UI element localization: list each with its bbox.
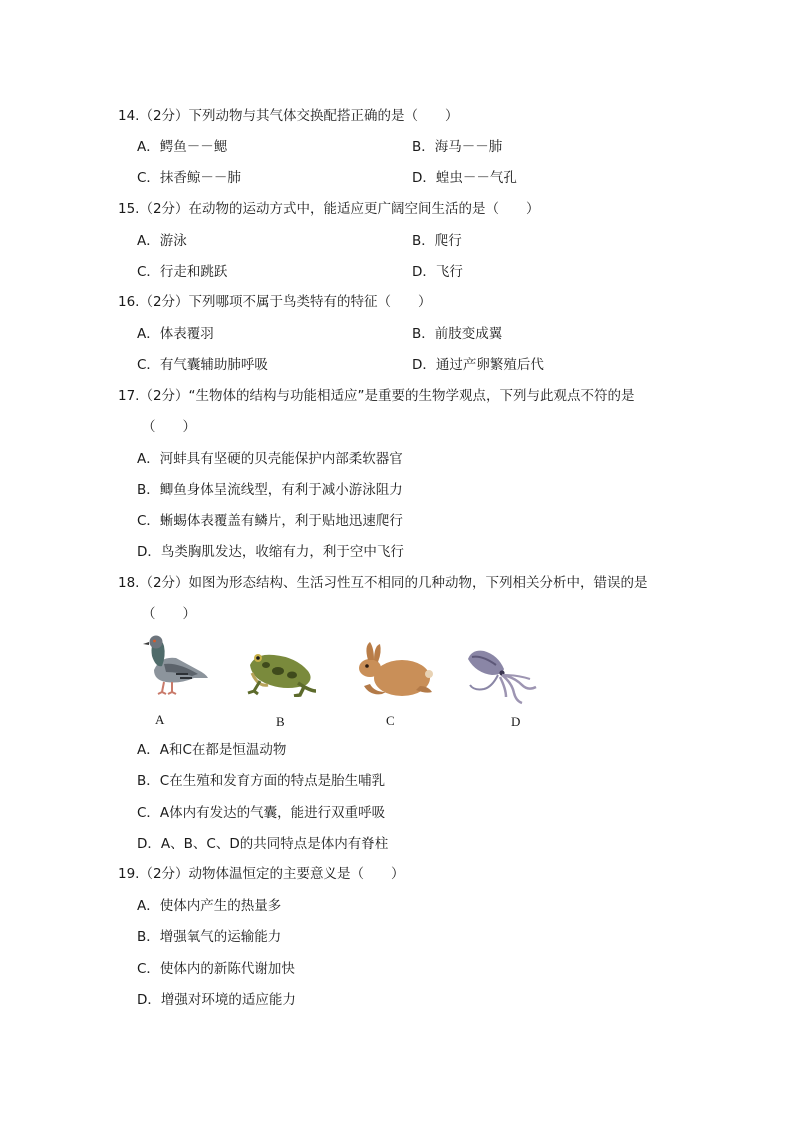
rabbit-image: [356, 640, 434, 700]
question-15-stem: 15.（2分）在动物的运动方式中，能适应更广阔空间生活的是（ ）: [118, 201, 540, 217]
q18-option-b: B．C在生殖和发育方面的特点是胎生哺乳: [137, 773, 386, 789]
q17-option-d: D．鸟类胸肌发达，收缩有力，利于空中飞行: [137, 544, 404, 560]
q17-option-b: B．鲫鱼身体呈流线型，有利于减小游泳阻力: [137, 482, 403, 498]
q18-option-a: A．A和C在都是恒温动物: [137, 742, 287, 758]
q18-answer-paren: （ ）: [142, 606, 196, 622]
q15-option-d: D．飞行: [412, 264, 463, 280]
q16-option-d: D．通过产卵繁殖后代: [412, 357, 544, 373]
q17-option-c: C．蜥蜴体表覆盖有鳞片，利于贴地迅速爬行: [137, 513, 403, 529]
question-18-stem: 18.（2分）如图为形态结构、生活习性互不相同的几种动物，下列相关分析中，错误的是: [118, 575, 648, 591]
q19-option-d: D．增强对环境的适应能力: [137, 992, 296, 1008]
figure-label-c: C: [386, 713, 395, 728]
q19-option-a: A．使体内产生的热量多: [137, 898, 282, 914]
frog-image: [244, 645, 318, 697]
question-17-stem: 17.（2分）“生物体的结构与功能相适应”是重要的生物学观点，下列与此观点不符的是: [118, 388, 635, 404]
question-16-stem: 16.（2分）下列哪项不属于鸟类特有的特征（ ）: [118, 294, 432, 310]
q14-option-a: A．鳄鱼－－鳃: [137, 139, 228, 155]
q15-option-c: C．行走和跳跃: [137, 264, 228, 280]
q15-option-a: A．游泳: [137, 233, 187, 249]
figure-label-b: B: [276, 714, 285, 729]
q18-option-c: C．A体内有发达的气囊，能进行双重呼吸: [137, 805, 386, 821]
q15-option-b: B．爬行: [412, 233, 462, 249]
q17-option-a: A．河蚌具有坚硬的贝壳能保护内部柔软器官: [137, 451, 403, 467]
q16-option-c: C．有气囊辅助肺呼吸: [137, 357, 268, 373]
q14-option-c: C．抹香鲸－－肺: [137, 170, 241, 186]
q18-option-d: D．A、B、C、D的共同特点是体内有脊柱: [137, 836, 389, 852]
q19-option-b: B．增强氧气的运输能力: [137, 929, 282, 945]
pigeon-image: [136, 628, 210, 698]
q16-option-b: B．前肢变成翼: [412, 326, 503, 342]
q17-answer-paren: （ ）: [142, 419, 196, 435]
q16-option-a: A．体表覆羽: [137, 326, 214, 342]
q14-option-d: D．蝗虫－－气孔: [412, 170, 517, 186]
question-19-stem: 19.（2分）动物体温恒定的主要意义是（ ）: [118, 866, 405, 882]
q14-option-b: B．海马－－肺: [412, 139, 503, 155]
figure-label-a: A: [155, 712, 165, 727]
figure-label-d: D: [511, 714, 521, 729]
squid-image: [462, 645, 540, 707]
q19-option-c: C．使体内的新陈代谢加快: [137, 961, 295, 977]
question-14-stem: 14.（2分）下列动物与其气体交换配搭正确的是（ ）: [118, 108, 459, 124]
